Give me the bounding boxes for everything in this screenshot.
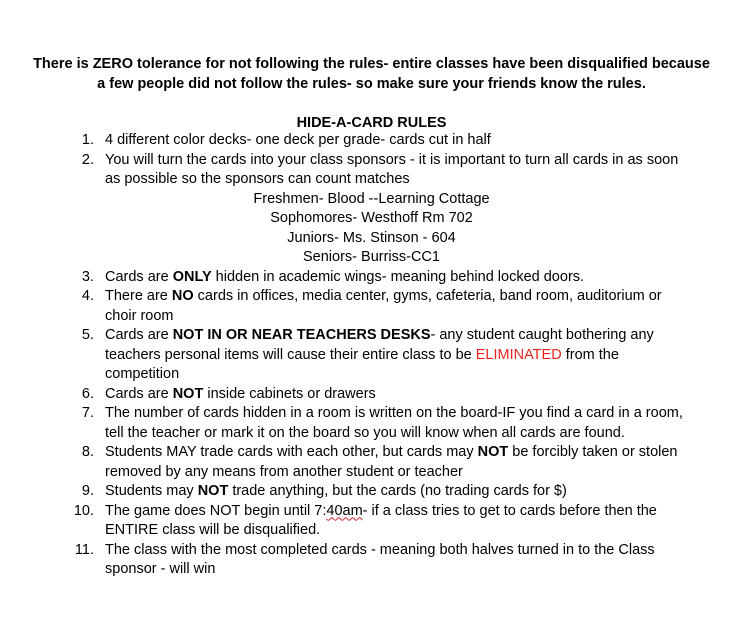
- sponsor-list: [0, 190, 743, 268]
- rule-number: 9.: [81, 483, 94, 499]
- emphasis: NOT IN OR NEAR TEACHERS DESKS: [172, 327, 431, 343]
- rule-number: 2.: [81, 151, 94, 168]
- zero-tolerance-notice: There is ZERO tolerance for not following the rules- entire classes have been disqualified because a few people did not follow the rules- so make sure your friends know the rules.: [33, 56, 710, 92]
- rule-item: [0, 268, 685, 288]
- rule-text: The number of cards hidden in a room is written on the board-IF you find a card in a room, tell the teacher or mark it on the board so you will know when all cards are found.: [105, 405, 683, 441]
- spellcheck-underline: 40am: [326, 502, 363, 519]
- emphasis: ONLY: [172, 268, 212, 285]
- rule-item: [0, 502, 685, 541]
- rules-list: [0, 131, 743, 580]
- rule-text: The game does NOT begin until 7:40am- if a class tries to get to cards before then the ENTIRE class will be disqualified.: [105, 502, 657, 538]
- rule-number: 6.: [81, 385, 94, 402]
- rule-item: [0, 385, 685, 405]
- rule-text: Cards are ONLY hidden in academic wings- meaning behind locked doors.: [105, 268, 585, 285]
- rule-number: 11.: [74, 541, 94, 558]
- rule-text: Students MAY trade cards with each other, but cards may NOT be forcibly taken or stolen removed by any means from another student or teacher: [105, 444, 678, 480]
- rule-item: [0, 151, 685, 268]
- rule-text: Students may NOT trade anything, but the cards (no trading cards for $): [105, 483, 567, 499]
- rule-number: 1.: [81, 132, 94, 148]
- sponsor-seniors: Seniors- Burriss-CC1: [303, 249, 440, 265]
- emphasis: NO: [171, 288, 194, 304]
- rule-item: [0, 404, 685, 443]
- rule-number: 3.: [81, 268, 94, 285]
- sponsor-juniors: Juniors- Ms. Stinson - 604: [287, 229, 456, 246]
- rule-number: 8.: [81, 444, 94, 460]
- emphasis: NOT: [197, 483, 229, 499]
- rule-text: There are NO cards in offices, media center, gyms, cafeteria, band room, auditorium or choir room: [105, 288, 662, 324]
- rule-text: The class with the most completed cards - meaning both halves turned in to the Class sponsor - will win: [105, 541, 655, 577]
- rule-text: Cards are NOT IN OR NEAR TEACHERS DESKS- any student caught bothering any teachers personal items will cause their entire class to be ELIMINATED from the competition: [105, 327, 654, 382]
- rule-item: [0, 541, 685, 580]
- emphasis: NOT: [477, 444, 509, 460]
- rule-item: [0, 443, 685, 482]
- rule-item: [0, 131, 685, 151]
- eliminated-warning: ELIMINATED: [475, 346, 562, 363]
- sponsor-sophomores: Sophomores- Westhoff Rm 702: [270, 210, 473, 226]
- rule-text: 4 different color decks- one deck per grade- cards cut in half: [105, 132, 491, 148]
- rule-number: 7.: [81, 405, 94, 421]
- emphasis: NOT: [172, 385, 204, 402]
- rule-number: 10.: [73, 502, 94, 519]
- sponsor-freshmen: Freshmen- Blood --Learning Cottage: [253, 190, 490, 207]
- rule-text: Cards are NOT inside cabinets or drawers: [105, 385, 376, 402]
- rule-item: [0, 287, 685, 326]
- rule-item: [0, 326, 685, 385]
- rule-number: 5.: [81, 327, 94, 343]
- rules-title: HIDE-A-CARD RULES: [296, 115, 447, 131]
- rule-text: You will turn the cards into your class sponsors - it is important to turn all cards in as soon as possible so the sponsors can count matches: [105, 151, 679, 187]
- rule-number: 4.: [81, 288, 94, 304]
- rule-item: [0, 482, 685, 502]
